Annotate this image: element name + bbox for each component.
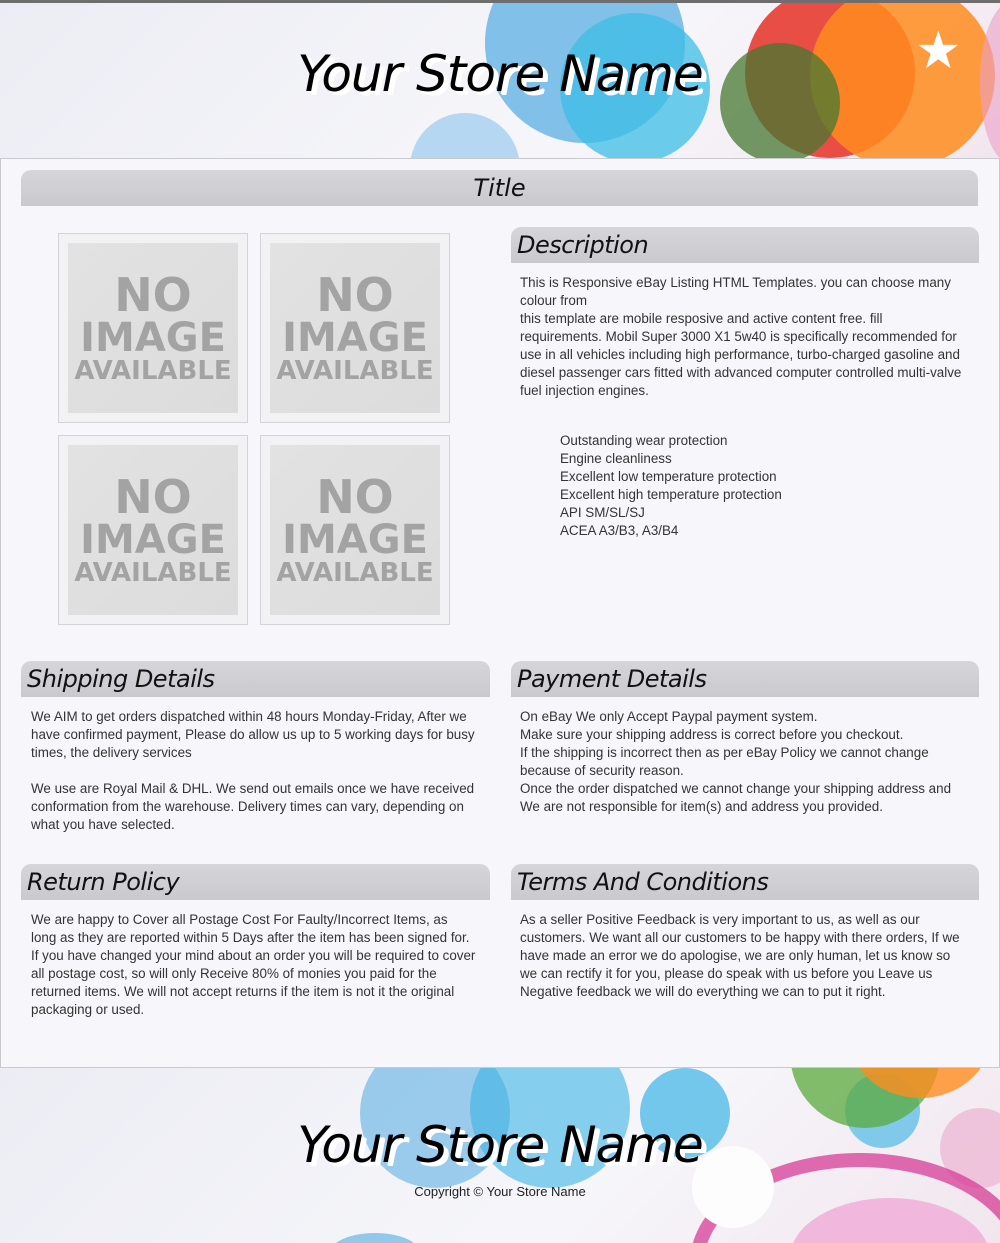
decorative-circle	[330, 1233, 420, 1243]
placeholder-text: NO	[316, 268, 394, 322]
placeholder-text: IMAGE	[282, 517, 428, 563]
payment-text: Once the order dispatched we cannot change your shipping address and We are not responsible for item(s) and address you provided.	[520, 781, 952, 814]
no-image-placeholder	[68, 243, 238, 413]
terms-heading: Terms And Conditions	[511, 864, 979, 900]
list-item: Excellent high temperature protection	[560, 487, 782, 502]
listing-title: Title	[21, 170, 978, 206]
gallery-thumbnail[interactable]	[260, 233, 450, 423]
copyright-text: Copyright © Your Store Name	[414, 1184, 586, 1199]
no-image-placeholder	[270, 243, 440, 413]
placeholder-text: IMAGE	[80, 315, 226, 361]
description-body	[520, 274, 965, 540]
payment-text: Make sure your shipping address is correct before you checkout.	[520, 727, 904, 742]
shipping-text: We use are Royal Mail & DHL. We send out emails once we have received conformation from the warehouse. Delivery times can vary, depending on what you have selected.	[31, 781, 475, 832]
list-item: Engine cleanliness	[560, 451, 672, 466]
listing-content	[0, 158, 1000, 1068]
shipping-heading: Shipping Details	[21, 661, 490, 697]
return-policy-text: We are happy to Cover all Postage Cost For Faulty/Incorrect Items, as long as they are reported within 5 Days after the item has been signed for. If you have changed your mind about an order you will be required to cover all postage cost, so will only Receive 80% of monies you paid for the returned items. We will not accept returns if the item is not it the original packaging or used.	[31, 912, 476, 1017]
gallery-thumbnail[interactable]	[58, 435, 248, 625]
no-image-placeholder	[270, 445, 440, 615]
return-policy-heading: Return Policy	[21, 864, 490, 900]
list-item: API SM/SL/SJ	[560, 505, 645, 520]
description-heading: Description	[511, 227, 979, 263]
payment-text: On eBay We only Accept Paypal payment system.	[520, 709, 818, 724]
placeholder-text: NO	[316, 470, 394, 524]
list-item: Outstanding wear protection	[560, 433, 728, 448]
gallery-thumbnail[interactable]	[58, 233, 248, 423]
payment-text: If the shipping is incorrect then as per eBay Policy we cannot change because of security reason.	[520, 745, 929, 778]
header-banner	[0, 0, 1000, 158]
terms-body	[520, 911, 968, 1001]
list-item: Excellent low temperature protection	[560, 469, 777, 484]
placeholder-text: AVAILABLE	[276, 558, 434, 588]
placeholder-text: IMAGE	[282, 315, 428, 361]
payment-heading: Payment Details	[511, 661, 979, 697]
store-name-footer: Your Store Name	[297, 1116, 703, 1174]
placeholder-text: AVAILABLE	[276, 356, 434, 386]
gallery-thumbnail[interactable]	[260, 435, 450, 625]
description-text: This is Responsive eBay Listing HTML Templates. you can choose many colour from	[520, 275, 951, 308]
placeholder-text: AVAILABLE	[74, 558, 232, 588]
placeholder-text: NO	[114, 470, 192, 524]
decorative-circle	[410, 113, 520, 158]
terms-text: As a seller Positive Feedback is very important to us, as well as our customers. We want all our customers to be happy with there orders, If we have made an error we do apologise, we are only human, let us know so we can rectify it for you, please do speak with us before you Leave us Negative feedback we will do everything we can to put it right.	[520, 912, 960, 999]
return-policy-body	[31, 911, 476, 1019]
payment-body	[520, 708, 960, 816]
shipping-body	[31, 708, 476, 834]
list-item: ACEA A3/B3, A3/B4	[560, 523, 679, 538]
feature-list	[520, 432, 965, 540]
no-image-placeholder	[68, 445, 238, 615]
placeholder-text: IMAGE	[80, 517, 226, 563]
placeholder-text: NO	[114, 268, 192, 322]
shipping-text: We AIM to get orders dispatched within 48 hours Monday-Friday, After we have confirmed payment, Please do allow us up to 5 working days for busy times, the delivery services	[31, 709, 475, 760]
placeholder-text: AVAILABLE	[74, 356, 232, 386]
description-text: this template are mobile resposive and active content free. fill requirements. Mobil Super 3000 X1 5w40 is specifically recommended for use in all vehicles including high performance, turbo-charged gasoline and diesel passenger cars fitted with advanced computer controlled multi-valve fuel injection engines.	[520, 311, 962, 398]
footer-banner	[0, 1068, 1000, 1243]
store-name-header: Your Store Name	[297, 45, 703, 103]
star-icon: ★	[915, 22, 962, 80]
